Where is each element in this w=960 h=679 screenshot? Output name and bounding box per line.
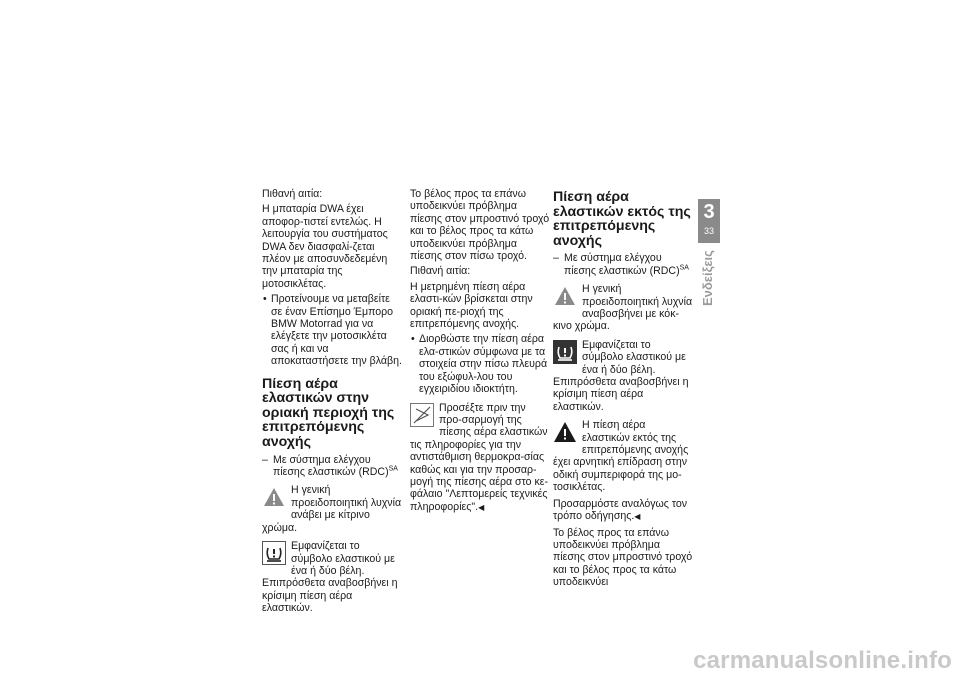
note-text: Η πίεση αέρα ελαστικών εκτός της επιτρεπόμενης ανοχής έχει αρνητική επίδραση στην οδική συμπεριφορά της μο-τοσικλέτας. [553, 419, 689, 494]
paragraph: Πιθανή αιτία: [410, 265, 471, 278]
warning-triangle-icon [262, 485, 286, 509]
bullet-text: Διορθώστε την πίεση αέρα ελα-στικών σύμφωνα με τα στοιχεία στην πίσω πλευρά του εξώφυλ-λου του εγχειριδίου ιδιοκτήτη. [419, 333, 548, 396]
note-arrow-icon [410, 403, 434, 427]
text-column-1 [262, 188, 402, 619]
dash-item [262, 454, 402, 479]
chapter-tab [698, 199, 720, 243]
tire-note [262, 540, 402, 614]
tire-pressure-icon [553, 340, 577, 364]
note-text: Εμφανίζεται το σύμβολο ελαστικού με ένα ή δύο βέλη. Επιπρόσθετα αναβοσβήνει η κρίσιμη πίεση αέρα ελαστικών. [553, 338, 689, 413]
bullet-text: Προτείνουμε να μεταβείτε σε έναν Επίσημο Έμπορο BMW Motorrad για να ελέγξετε την μοτοσικλέτα σας ή και να αποκαταστήσετε την βλάβη. [271, 293, 402, 368]
warning-note [553, 419, 693, 493]
page-number: 33 [703, 226, 714, 236]
dash-text: Με σύστημα ελέγχου πίεσης ελαστικών (RDC) [273, 453, 389, 479]
paragraph [553, 498, 693, 524]
warning-triangle-icon [553, 420, 577, 444]
paragraph: Η μπαταρία DWA έχει αποφορ-τιστεί εντελώς. Η λειτουργία του συστήματος DWA δεν διασφαλί-ζεται πλέον με αποσυνδεδεμένη την μπαταρία της μοτοσικλέτας. [262, 203, 388, 290]
warning-note [262, 484, 402, 534]
tire-note [553, 339, 693, 413]
paragraph-text: Προσαρμόστε αναλόγως τον τρόπο οδήγησης. [553, 497, 688, 523]
end-of-section-mark: ◀ [634, 512, 641, 522]
dash-item [553, 252, 693, 277]
note-text: Εμφανίζεται το σύμβολο ελαστικού με ένα ή δύο βέλη. Επιπρόσθετα αναβοσβήνει η κρίσιμη πίεση αέρα ελαστικών. [262, 540, 398, 615]
option-superscript: SA [679, 264, 689, 272]
paragraph: Το βέλος προς τα επάνω υποδεικνύει πρόβλημα πίεσης στον μπροστινό τροχό και το βέλος προς τα κάτω υποδεικνύει πρόβλημα πίεσης στον πίσω τροχό. [410, 188, 550, 263]
chapter-number: 3 [703, 201, 715, 223]
dash-mark: – [262, 453, 268, 466]
bullet-mark: • [411, 333, 415, 346]
watermark: carmanualsonline.info [693, 647, 952, 674]
text-column-3 [553, 188, 693, 592]
chapter-title: Ενδείξεις [700, 250, 715, 306]
bullet-mark: • [263, 293, 267, 306]
bullet-item [410, 333, 550, 395]
paragraph: Το βέλος προς τα επάνω υποδεικνύει πρόβλημα πίεσης στον μπροστινό τροχό και το βέλος προς τα κάτω υποδεικνύει [553, 526, 693, 589]
info-note [410, 402, 550, 515]
option-superscript: SA [388, 465, 398, 473]
note-text: Η γενική προειδοποιητική λυχνία αναβοσβήνει με κόκ-κινο χρώμα. [553, 283, 693, 333]
section-heading: Πίεση αέρα ελαστικών εκτός της επιτρεπόμενης ανοχής [553, 189, 691, 249]
bullet-item [262, 293, 402, 367]
section-heading: Πίεση αέρα ελαστικών στην οριακή περιοχή της επιτρεπόμενης ανοχής [262, 375, 395, 451]
paragraph: Η μετρημένη πίεση αέρα ελαστι-κών βρίσκεται στην οριακή πε-ριοχή της επιτρεπόμενης ανοχής. [410, 280, 533, 331]
note-text: Προσέξτε πριν την προ-σαρμογή της πίεσης αέρα ελαστικών τις πληροφορίες για την αντιστάθμιση θερμοκρα-σίας καθώς και για την προσαρ-μογή της πίεσης αέρα στο κε-φάλαιο "Λεπτομερείς τεχνικές πληροφορίες". [410, 401, 549, 513]
warning-note [553, 283, 693, 333]
dash-text: Με σύστημα ελέγχου πίεσης ελαστικών (RDC) [564, 252, 680, 277]
dash-mark: – [553, 252, 559, 265]
end-of-section-mark: ◀ [478, 502, 485, 512]
note-text: Η γενική προειδοποιητική λυχνία ανάβει με κίτρινο χρώμα. [262, 484, 402, 534]
tire-pressure-icon [262, 541, 286, 565]
warning-triangle-icon [553, 284, 577, 308]
paragraph: Πιθανή αιτία: [262, 188, 323, 200]
text-column-2 [410, 188, 550, 518]
